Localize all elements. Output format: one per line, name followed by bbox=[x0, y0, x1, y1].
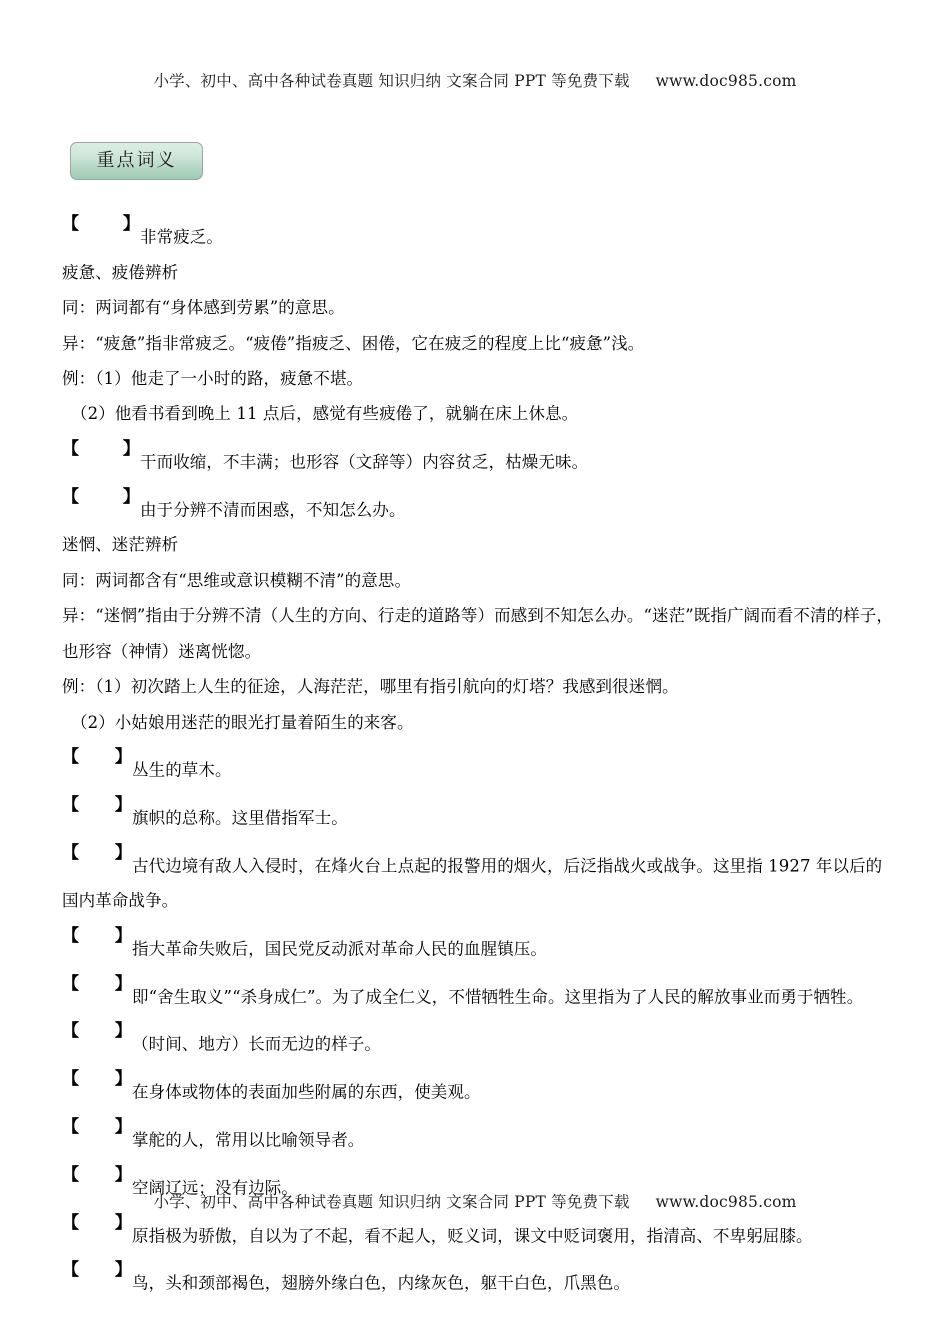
entry-definition: （时间、地方）长而无边的样子。 bbox=[132, 1034, 381, 1054]
bracket-close: 】 bbox=[114, 1164, 132, 1185]
bracket-open: 【 bbox=[62, 794, 80, 815]
blank-bracket bbox=[62, 207, 140, 242]
bracket-close: 】 bbox=[122, 438, 140, 459]
bracket-open: 【 bbox=[62, 746, 80, 767]
page-header bbox=[0, 69, 950, 91]
glossary-entry bbox=[62, 1253, 894, 1301]
glossary-entry bbox=[62, 919, 894, 967]
bracket-open: 【 bbox=[62, 973, 80, 994]
comparison-diff: 异：“疲惫”指非常疲乏。“疲倦”指疲乏、困倦，它在疲乏的程度上比“疲惫”浅。 bbox=[62, 333, 645, 353]
bracket-close: 】 bbox=[114, 1069, 132, 1090]
glossary-entry bbox=[62, 967, 894, 1015]
bracket-open: 【 bbox=[62, 438, 80, 459]
blank-bracket bbox=[62, 836, 132, 871]
entry-definition: 由于分辨不清而困惑，不知怎么办。 bbox=[140, 500, 406, 520]
entry-definition: 空阔辽远；没有边际。 bbox=[132, 1178, 298, 1198]
entry-definition: 旗帜的总称。这里借指军士。 bbox=[132, 808, 348, 828]
bracket-close: 】 bbox=[114, 746, 132, 767]
bracket-open: 【 bbox=[62, 1117, 80, 1137]
blank-bracket bbox=[62, 1158, 132, 1193]
blank-bracket bbox=[62, 432, 140, 467]
comparison-example-2: （2）小姑娘用迷茫的眼光打量着陌生的来客。 bbox=[71, 712, 414, 732]
bracket-close: 】 bbox=[114, 1260, 132, 1281]
blank-bracket bbox=[62, 740, 132, 775]
glossary-entry bbox=[62, 1014, 894, 1062]
entry-definition: 掌舵的人，常用以比喻领导者。 bbox=[132, 1130, 365, 1150]
blank-bracket bbox=[62, 967, 132, 1002]
bracket-close: 】 bbox=[114, 842, 132, 863]
blank-bracket bbox=[62, 1110, 132, 1145]
entry-definition: 指大革命失败后，国民党反动派对革命人民的血腥镇压。 bbox=[132, 939, 547, 959]
glossary-entry bbox=[62, 480, 894, 528]
bracket-open: 【 bbox=[62, 1212, 80, 1233]
bracket-close: 】 bbox=[114, 794, 132, 815]
blank-bracket bbox=[62, 1253, 132, 1288]
comparison-diff: 异：“迷惘”指由于分辨不清（人生的方向、行走的道路等）而感到不知怎么办。“迷茫”既指广阔而看不清的样子，也形容（神情）迷离恍惚。 bbox=[62, 606, 893, 661]
entry-definition: 丛生的草木。 bbox=[132, 760, 232, 780]
bracket-open: 【 bbox=[62, 925, 80, 946]
blank-bracket bbox=[62, 480, 140, 515]
comparison-example-1: 例：（1）他走了一小时的路，疲惫不堪。 bbox=[62, 369, 364, 389]
glossary-entry bbox=[62, 207, 894, 255]
glossary-entry bbox=[62, 836, 894, 919]
bracket-open: 【 bbox=[62, 1069, 80, 1090]
glossary-entry bbox=[62, 1110, 894, 1158]
header-notice-text: 小学、初中、高中各种试卷真题 知识归纳 文案合同 PPT 等免费下载 bbox=[153, 72, 630, 90]
blank-bracket bbox=[62, 1014, 132, 1049]
bracket-close: 】 bbox=[114, 1117, 132, 1137]
entry-definition: 古代边境有敌人入侵时，在烽火台上点起的报警用的烟火，后泛指战火或战争。这里指 1927 年以后的国内革命战争。 bbox=[62, 855, 883, 911]
comparison-example-1: 例：（1）初次踏上人生的征途，人海茫茫，哪里有指引航向的灯塔？我感到很迷惘。 bbox=[62, 677, 679, 697]
entry-definition: 非常疲乏。 bbox=[140, 227, 223, 247]
header-website-link[interactable]: www.doc985.com bbox=[655, 72, 797, 90]
comparison-title: 迷惘、迷茫辨析 bbox=[62, 535, 179, 555]
glossary-entry bbox=[62, 788, 894, 836]
entry-definition: 在身体或物体的表面加些附属的东西，使美观。 bbox=[132, 1082, 481, 1102]
entry-definition: 原指极为骄傲，自以为了不起，看不起人，贬义词，课文中贬词褒用，指清高、不卑躬屈膝。 bbox=[132, 1226, 813, 1246]
glossary-entry bbox=[62, 432, 894, 480]
blank-bracket bbox=[62, 919, 132, 954]
bracket-open: 【 bbox=[62, 1260, 80, 1281]
blank-bracket bbox=[62, 788, 132, 823]
bracket-open: 【 bbox=[62, 1164, 80, 1185]
bracket-open: 【 bbox=[62, 214, 80, 234]
bracket-close: 】 bbox=[122, 486, 140, 507]
glossary-entry bbox=[62, 1206, 894, 1254]
bracket-close: 】 bbox=[114, 1212, 132, 1233]
comparison-same: 同：两词都有“身体感到劳累”的意思。 bbox=[62, 298, 345, 318]
bracket-close: 】 bbox=[114, 973, 132, 994]
entry-definition: 即“舍生取义”“杀身成仁”。为了成全仁义，不惜牺牲生命。这里指为了人民的解放事业而勇于牺牲。 bbox=[132, 986, 864, 1006]
footer-notice-text: 小学、初中、高中各种试卷真题 知识归纳 文案合同 PPT 等免费下载 bbox=[153, 1193, 630, 1211]
glossary-entry bbox=[62, 1062, 894, 1110]
bracket-open: 【 bbox=[62, 842, 80, 863]
bracket-close: 】 bbox=[114, 925, 132, 946]
page-footer bbox=[0, 1190, 950, 1212]
document-body bbox=[62, 207, 894, 1301]
bracket-close: 】 bbox=[114, 1021, 132, 1042]
comparison-same: 同：两词都含有“思维或意识模糊不清”的意思。 bbox=[62, 570, 412, 590]
section-badge-container bbox=[70, 142, 203, 180]
bracket-open: 【 bbox=[62, 1021, 80, 1042]
blank-bracket bbox=[62, 1062, 132, 1097]
bracket-close: 】 bbox=[122, 214, 140, 234]
entry-definition: 干而收缩，不丰满；也形容（文辞等）内容贫乏，枯燥无味。 bbox=[140, 452, 589, 472]
entry-definition: 鸟，头和颈部褐色，翅膀外缘白色，内缘灰色，躯干白色，爪黑色。 bbox=[132, 1273, 630, 1293]
comparison-example-2: （2）他看书看到晚上 11 点后，感觉有些疲倦了，就躺在床上休息。 bbox=[71, 404, 579, 424]
comparison-title: 疲惫、疲倦辨析 bbox=[62, 262, 179, 282]
bracket-open: 【 bbox=[62, 486, 80, 507]
section-badge-key-word-meanings: 重点词义 bbox=[70, 142, 203, 180]
glossary-entry bbox=[62, 740, 894, 788]
footer-website-link[interactable]: www.doc985.com bbox=[655, 1193, 797, 1211]
